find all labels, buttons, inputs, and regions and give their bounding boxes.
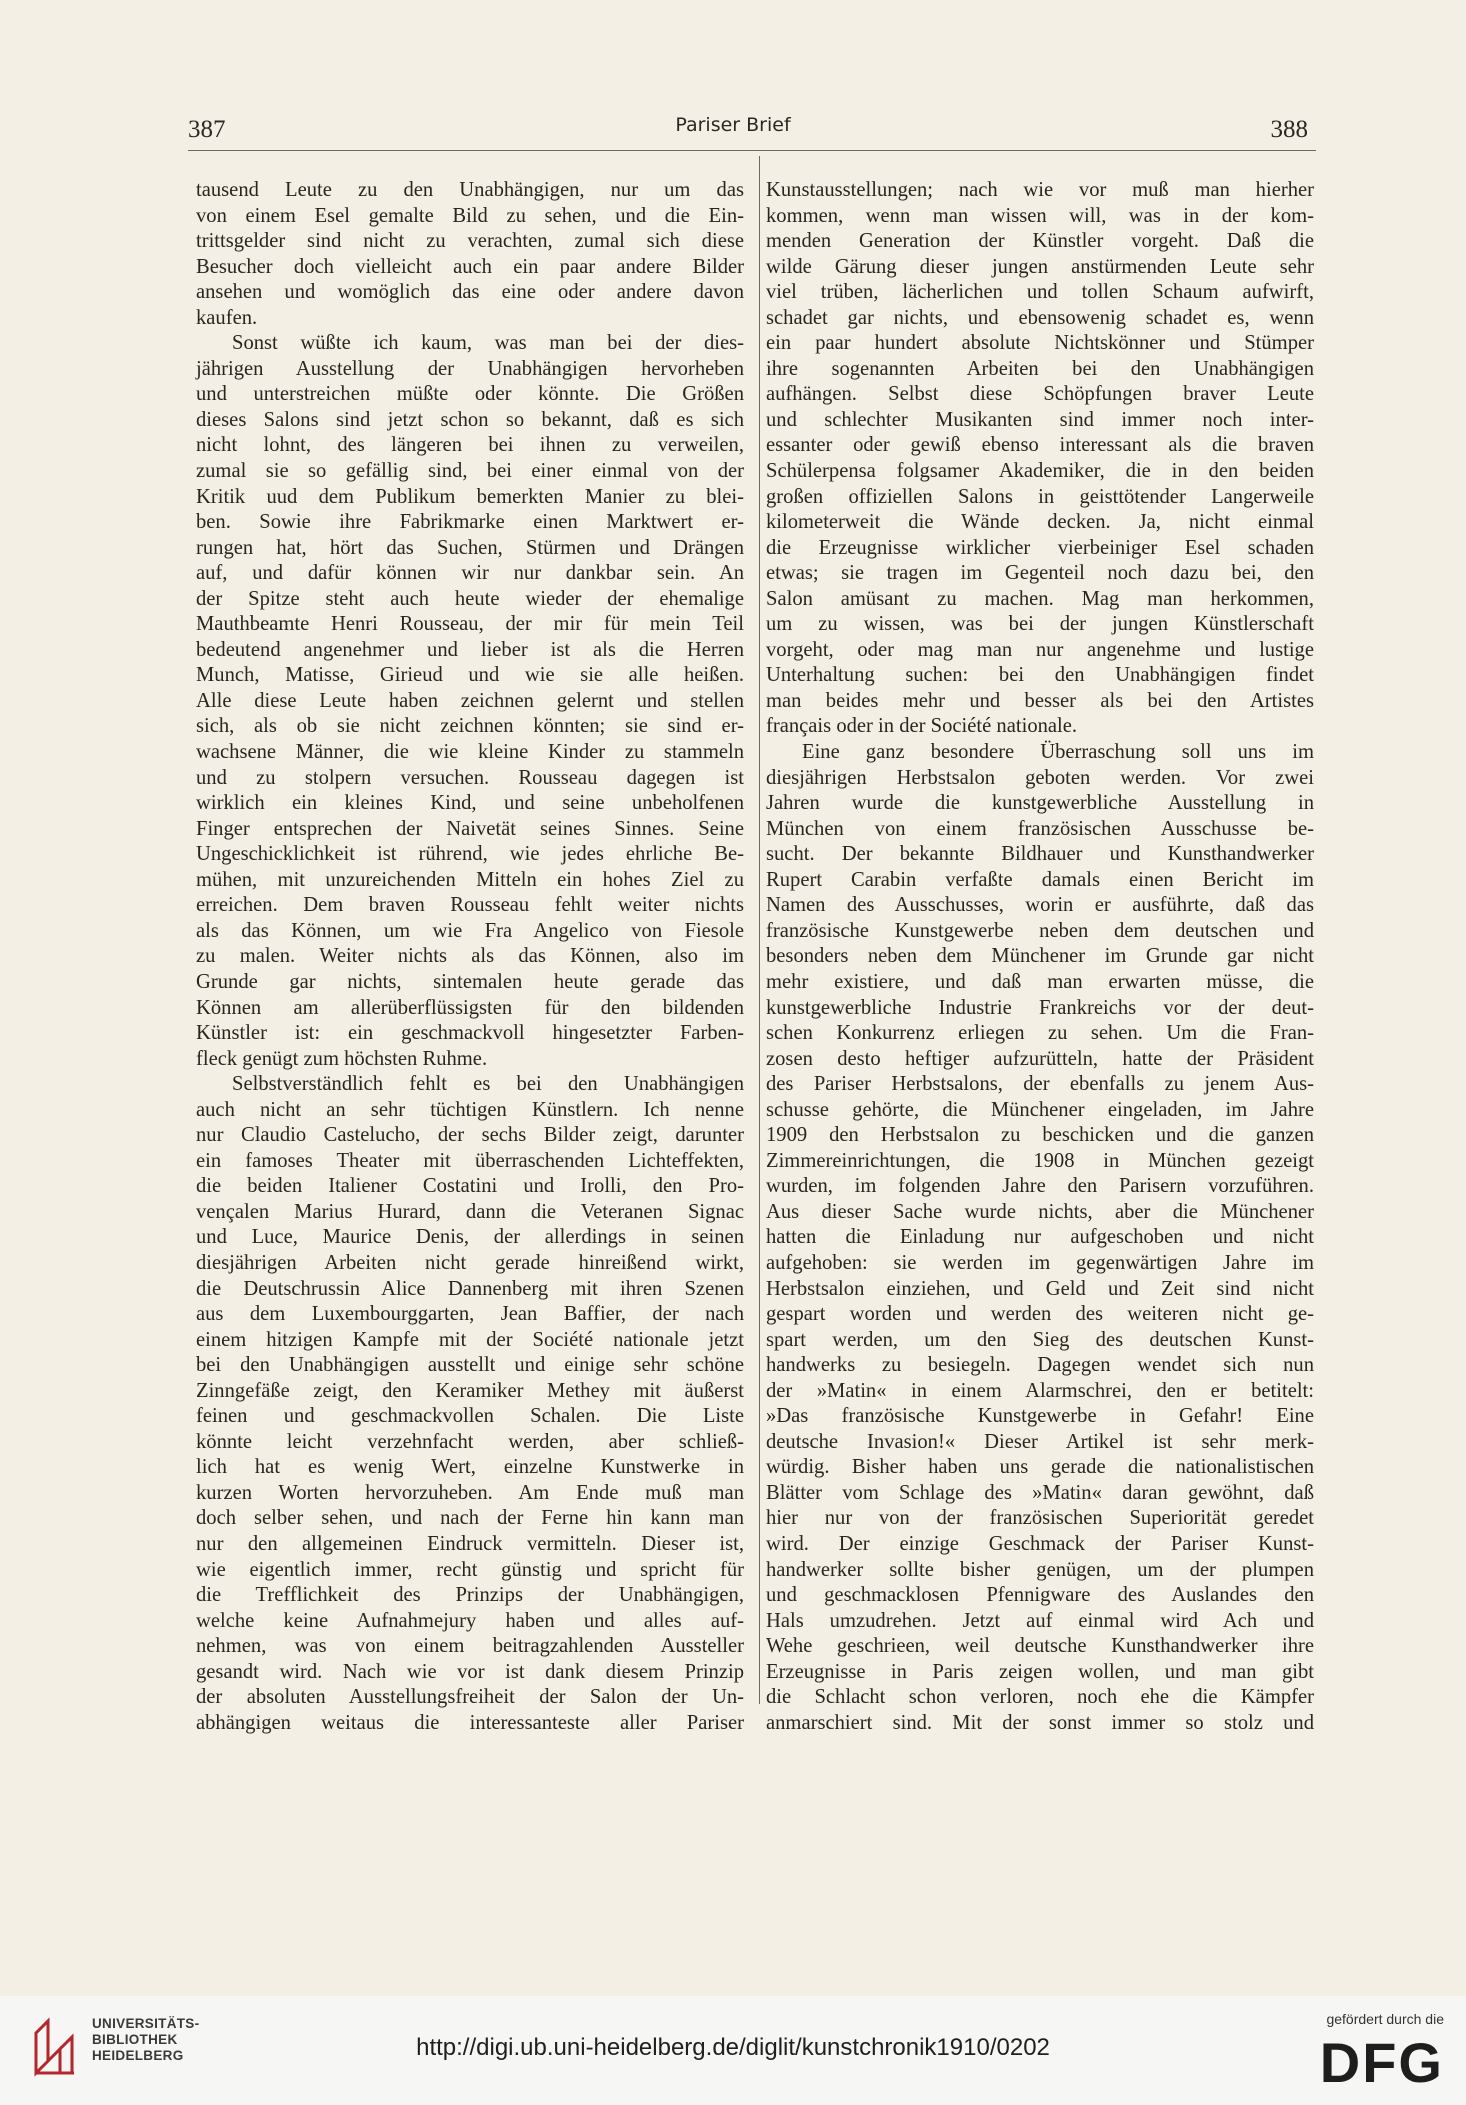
text-line: hier nur von der französischen Superiorität geredet (766, 1507, 1314, 1530)
funded-by-label: gefördert durch die (1326, 2011, 1444, 2027)
text-line: auf, und dafür können wir nur dankbar sein. An (196, 562, 744, 585)
text-line: und geschmacklosen Pfennigware des Auslandes den (766, 1584, 1314, 1607)
text-line: kilometerweit die Wände decken. Ja, nicht einmal (766, 511, 1314, 534)
text-line: jährigen Ausstellung der Unabhängigen hervorheben (196, 357, 744, 380)
page-number-right: 388 (1270, 116, 1308, 143)
text-line: Namen des Ausschusses, worin er ausführte, daß das (766, 894, 1314, 917)
text-line: erreichen. Dem braven Rousseau fehlt weiter nichts (196, 894, 744, 917)
text-line: besonders neben dem Münchener im Grunde gar nicht (766, 945, 1314, 968)
text-line: Zinngefäße zeigt, den Keramiker Methey mit äußerst (196, 1379, 744, 1402)
text-line: anmarschiert sind. Mit der sonst immer so stolz und (766, 1711, 1314, 1734)
text-line: wird. Der einzige Geschmack der Pariser Kunst- (766, 1532, 1314, 1555)
text-line: Mauthbeamte Henri Rousseau, der mir für mein Teil (196, 613, 744, 636)
text-line: fleck genügt zum höchsten Ruhme. (196, 1047, 488, 1070)
text-line: welche keine Aufnahmejury haben und alles auf- (196, 1609, 744, 1632)
text-line: wie eigentlich immer, recht günstig und spricht für (196, 1558, 744, 1581)
text-line: Können am allerüberflüssigsten für den bildenden (196, 996, 744, 1019)
text-line: spart werden, um den Sieg des deutschen Kunst- (766, 1328, 1314, 1351)
text-line: Unterhaltung suchen: bei den Unabhängigen findet (766, 664, 1314, 687)
text-line: abhängigen weitaus die interessanteste aller Pariser (196, 1711, 744, 1734)
text-line: auch nicht an sehr tüchtigen Künstlern. Ich nenne (196, 1098, 744, 1121)
text-line: Kunstausstellungen; nach wie vor muß man hierher (766, 179, 1314, 201)
text-line: »Das französische Kunstgewerbe in Gefahr! Eine (766, 1405, 1314, 1428)
text-line: Ungeschicklichkeit ist rührend, wie jedes ehrliche Be- (196, 843, 744, 866)
text-line: Alle diese Leute haben zeichnen gelernt und stellen (196, 689, 744, 712)
text-line: würdig. Bisher haben uns gerade die nationalistischen (766, 1456, 1314, 1479)
text-line: einem hitzigen Kampfe mit der Société nationale jetzt (196, 1328, 744, 1351)
page-number-left: 387 (188, 116, 226, 143)
text-line: Finger entsprechen der Naivetät seines Sinnes. Seine (196, 817, 744, 840)
text-line: nehmen, was von einem beitragzahlenden Aussteller (196, 1635, 744, 1658)
text-line: der Spitze steht auch heute wieder der ehemalige (196, 587, 744, 610)
text-line: Salon amüsant zu machen. Mag man herkommen, (766, 587, 1314, 610)
text-line: doch selber sehen, und nach der Ferne hin kann man (196, 1507, 744, 1530)
text-line: vençalen Marius Hurard, dann die Veteranen Signac (196, 1200, 744, 1223)
text-line: sucht. Der bekannte Bildhauer und Kunsthandwerker (766, 843, 1314, 866)
text-line: ein paar hundert absolute Nichtskönner und Stümper (766, 332, 1314, 355)
text-line: kommen, wenn man wissen will, was in der kom- (766, 204, 1314, 227)
dfg-logo: DFG (1319, 2031, 1444, 2094)
text-line: schen Konkurrenz erliegen zu sehen. Um die Fran- (766, 1022, 1314, 1045)
text-line: und schlechter Musikanten sind immer noch inter- (766, 408, 1314, 431)
text-line: der absoluten Ausstellungsfreiheit der Salon der Un- (196, 1686, 744, 1709)
library-name-line: UNIVERSITÄTS- (92, 2016, 200, 2031)
text-line: viel trüben, lächerlichen und tollen Schaum aufwirft, (766, 281, 1314, 304)
text-line: französische Kunstgewerbe neben dem deutschen und (766, 919, 1314, 942)
text-line: Grunde gar nichts, sintemalen heute gerade das (196, 970, 744, 993)
text-line: München von einem französischen Ausschusse be- (766, 817, 1314, 840)
text-line: handwerker sollte bisher genügen, um der plumpen (766, 1558, 1314, 1581)
text-line: Sonst wüßte ich kaum, was man bei der dies- (232, 332, 744, 355)
text-line: menden Generation der Künstler vorgeht. Daß die (766, 230, 1314, 253)
text-line: vorgeht, oder mag man nur angenehme und lustige (766, 638, 1314, 661)
text-line: Schülerpensa folgsamer Akademiker, die in den beiden (766, 460, 1314, 483)
text-line: dieses Salons sind jetzt schon so bekannt, daß es sich (196, 408, 744, 431)
text-line: ansehen und womöglich das eine oder andere davon (196, 281, 744, 304)
text-line: des Pariser Herbstsalons, der ebenfalls zu jenem Aus- (766, 1073, 1314, 1096)
text-line: lich hat es wenig Wert, einzelne Kunstwerke in (196, 1456, 744, 1479)
library-name-line: HEIDELBERG (92, 2048, 184, 2063)
text-line: die Erzeugnisse wirklicher vierbeiniger Esel schaden (766, 536, 1314, 559)
text-line: zumal sie so gefällig sind, bei einer einmal von der (196, 460, 744, 483)
text-line: die beiden Italiener Costatini und Irolli, den Pro- (196, 1175, 744, 1198)
text-line: nur Claudio Castelucho, der sechs Bilder zeigt, darunter (196, 1124, 744, 1147)
text-line: kaufen. (196, 306, 258, 329)
text-line: ihre sogenannten Arbeiten bei den Unabhängigen (766, 357, 1314, 380)
text-line: Rupert Carabin verfaßte damals einen Bericht im (766, 868, 1314, 891)
left-column (196, 178, 744, 1736)
text-line: um zu wissen, was bei der jungen Künstlerschaft (766, 613, 1314, 636)
text-line: großen offiziellen Salons in geisttötender Langerweile (766, 485, 1314, 508)
text-line: français oder in der Société nationale. (766, 715, 1078, 738)
text-line: und unterstreichen müßte oder könnte. Die Größen (196, 383, 744, 406)
text-line: der »Matin« in einem Alarmschrei, den er betitelt: (766, 1379, 1314, 1402)
text-line: schadet gar nichts, und ebensowenig schadet es, wenn (766, 306, 1314, 329)
text-line: zosen desto heftiger aufzurütteln, hatte der Präsident (766, 1047, 1314, 1070)
text-line: die Schlacht schon verloren, noch ehe die Kämpfer (766, 1686, 1314, 1709)
text-line: diesjährigen Arbeiten nicht gerade hinreißend wirkt, (196, 1251, 744, 1274)
right-column (766, 178, 1314, 1736)
text-line: Kritik uud dem Publikum bemerkten Manier zu blei- (196, 485, 744, 508)
text-line: von einem Esel gemalte Bild zu sehen, und die Ein- (196, 204, 744, 227)
text-line: die Deutschrussin Alice Dannenberg mit ihren Szenen (196, 1277, 744, 1300)
text-line: man beides mehr und besser als bei den Artistes (766, 689, 1314, 712)
text-line: Hals umzudrehen. Jetzt auf einmal wird Ach und (766, 1609, 1314, 1632)
text-line: gesandt wird. Nach wie vor ist dank diesem Prinzip (196, 1660, 744, 1683)
text-line: Selbstverständlich fehlt es bei den Unabhängigen (232, 1073, 744, 1096)
text-line: die Trefflichkeit des Prinzips der Unabhängigen, (196, 1584, 744, 1607)
text-line: Künstler ist: ein geschmackvoll hingesetzter Farben- (196, 1022, 744, 1045)
text-line: Erzeugnisse in Paris zeigen wollen, und man gibt (766, 1660, 1314, 1683)
text-line: Zimmereinrichtungen, die 1908 in München gezeigt (766, 1149, 1314, 1172)
text-line: feinen und geschmackvollen Schalen. Die Liste (196, 1405, 744, 1428)
text-line: wachsene Männer, die wie kleine Kinder zu stammeln (196, 741, 744, 764)
text-line: aufgehoben: sie werden im gegenwärtigen Jahre im (766, 1251, 1314, 1274)
text-line: Aus dieser Sache wurde nichts, aber die Münchener (766, 1200, 1314, 1223)
text-line: Munch, Matisse, Girieud und wie sie alle heißen. (196, 664, 744, 687)
text-line: bedeutend angenehmer und lieber ist als die Herren (196, 638, 744, 661)
text-line: bei den Unabhängigen ausstellt und einige sehr schöne (196, 1354, 744, 1377)
text-line: etwas; sie tragen im Gegenteil noch dazu bei, den (766, 562, 1314, 585)
text-line: essanter oder gewiß ebenso interessant als die braven (766, 434, 1314, 457)
text-line: kurzen Worten hervorzuheben. Am Ende muß man (196, 1481, 744, 1504)
text-line: nicht lohnt, des längeren bei ihnen zu verweilen, (196, 434, 744, 457)
text-line: hatten die Einladung nur aufgeschoben und nicht (766, 1226, 1314, 1249)
text-line: wilde Gärung dieser jungen anstürmenden Leute sehr (766, 255, 1314, 278)
text-line: deutsche Invasion!« Dieser Artikel ist sehr merk- (766, 1430, 1314, 1453)
running-title: Pariser Brief (675, 114, 791, 136)
text-line: als das Können, um wie Fra Angelico von Fiesole (196, 919, 744, 942)
text-line: kunstgewerbliche Industrie Frankreichs vor der deut- (766, 996, 1314, 1019)
source-url-link[interactable]: http://digi.ub.uni-heidelberg.de/diglit/kunstchronik1910/0202 (416, 2034, 1050, 2061)
text-line: und zu stolpern versuchen. Rousseau dagegen ist (196, 766, 744, 789)
header-rule (188, 150, 1316, 151)
text-line: wurden, im folgenden Jahre den Parisern vorzuführen. (766, 1175, 1314, 1198)
text-line: schusse gehörte, die Münchener eingeladen, im Jahre (766, 1098, 1314, 1121)
text-line: Besucher doch vielleicht auch ein paar andere Bilder (196, 255, 744, 278)
text-line: ben. Sowie ihre Fabrikmarke einen Marktwert er- (196, 511, 744, 534)
text-line: mehr existiere, und daß man erwarten müsse, die (766, 970, 1314, 993)
text-line: 1909 den Herbstsalon zu beschicken und die ganzen (766, 1124, 1314, 1147)
text-line: gespart worden und werden des weiteren nicht ge- (766, 1303, 1314, 1326)
text-line: Blätter vom Schlage des »Matin« daran gewöhnt, daß (766, 1481, 1314, 1504)
text-line: Eine ganz besondere Überraschung soll uns im (802, 741, 1314, 764)
text-line: Wehe geschrieen, weil deutsche Kunsthandwerker ihre (766, 1635, 1314, 1658)
text-line: und Luce, Maurice Denis, der allerdings in seinen (196, 1226, 744, 1249)
text-line: handwerks zu besiegeln. Dagegen wendet sich nun (766, 1354, 1314, 1377)
library-name-line: BIBLIOTHEK (92, 2032, 178, 2047)
text-line: trittsgelder sind nicht zu verachten, zumal sich diese (196, 230, 744, 253)
text-line: nur den allgemeinen Eindruck vermitteln. Dieser ist, (196, 1532, 744, 1555)
text-line: diesjährigen Herbstsalon geboten werden. Vor zwei (766, 766, 1314, 789)
text-line: ein famoses Theater mit überraschenden Lichteffekten, (196, 1149, 744, 1172)
text-line: mühen, mit unzureichenden Mitteln ein hohes Ziel zu (196, 868, 744, 891)
text-line: sich, als ob sie nicht zeichnen könnten; sie sind er- (196, 715, 744, 738)
text-line: könnte leicht verzehnfacht werden, aber schließ- (196, 1430, 744, 1453)
text-line: tausend Leute zu den Unabhängigen, nur um das (196, 179, 744, 201)
text-line: rungen hat, hört das Suchen, Stürmen und Drängen (196, 536, 744, 559)
column-divider (759, 156, 760, 1704)
text-line: aus dem Luxembourggarten, Jean Baffier, der nach (196, 1303, 744, 1326)
text-line: zu malen. Weiter nichts als das Können, also im (196, 945, 744, 968)
text-line: wirklich ein kleines Kind, und seine unbeholfenen (196, 792, 744, 815)
text-line: Herbstsalon einziehen, und Geld und Zeit sind nicht (766, 1277, 1314, 1300)
text-line: Jahren wurde die kunstgewerbliche Ausstellung in (766, 792, 1314, 815)
text-line: aufhängen. Selbst diese Schöpfungen braver Leute (766, 383, 1314, 406)
